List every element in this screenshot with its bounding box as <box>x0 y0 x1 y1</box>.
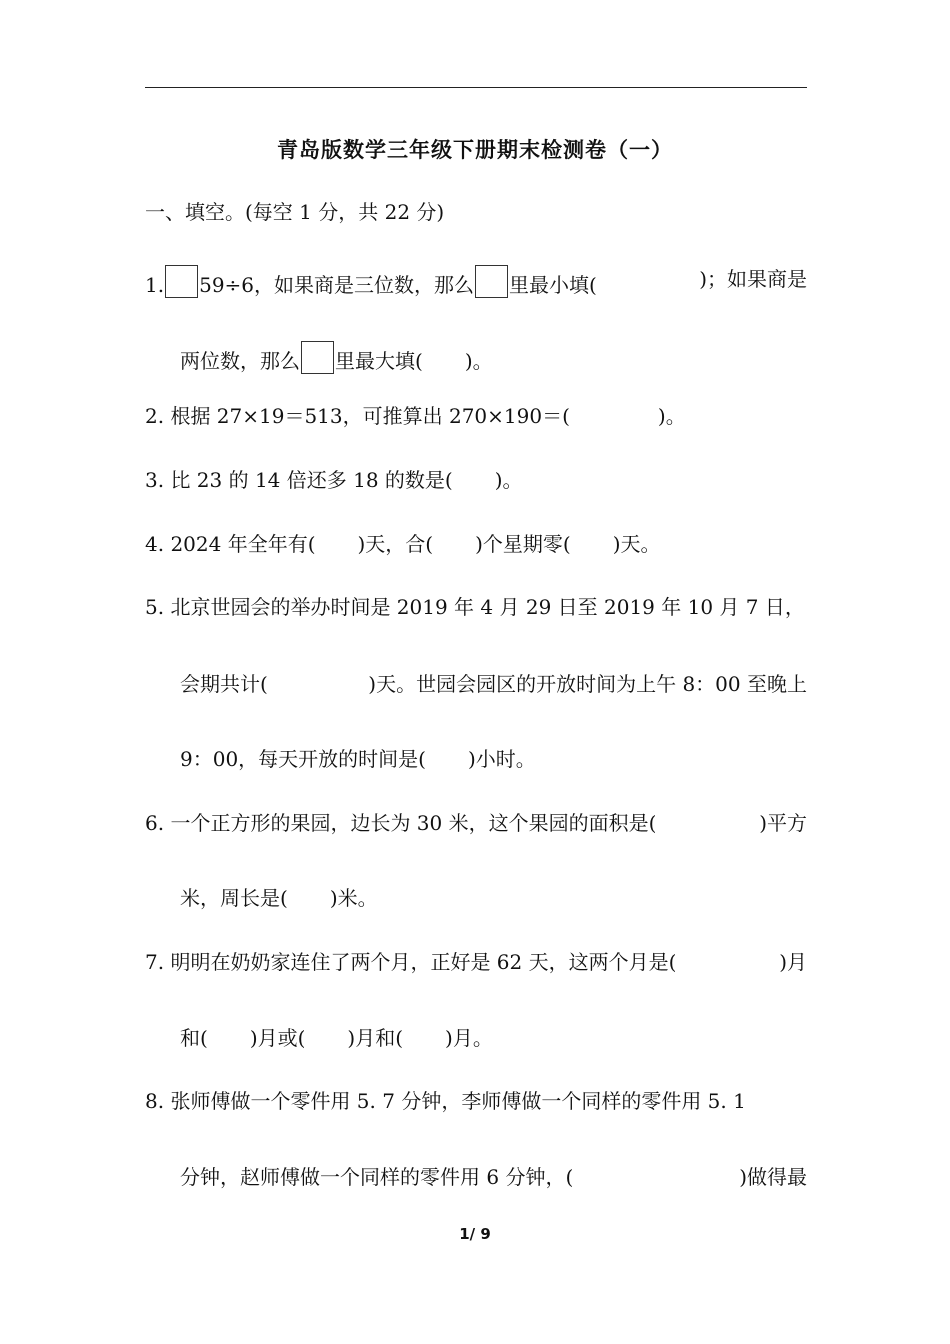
question-7-line-2: 和( )月或( )月和( )月。 <box>180 1026 493 1050</box>
question-6-line-1: 6. 一个正方形的果园，边长为 30 米，这个果园的面积是( )平方 <box>145 811 807 835</box>
question-1-line-2: 两位数，那么 里最大填( )。 <box>180 341 493 375</box>
header-rule <box>145 87 807 88</box>
question-8-line-1: 8. 张师傅做一个零件用 5. 7 分钟，李师傅做一个同样的零件用 5. 1 <box>145 1089 746 1113</box>
answer-box[interactable] <box>165 265 198 298</box>
page-number: 1/ 9 <box>459 1225 491 1243</box>
question-1-line-1: 1. 59÷6，如果商是三位数，那么 里最小填( )；如果商是 <box>145 267 807 297</box>
question-5-line-2: 会期共计( )天。世园会园区的开放时间为上午 8：00 至晚上 <box>180 672 807 696</box>
question-5-line-3: 9：00，每天开放的时间是( )小时。 <box>180 747 536 771</box>
page-title: 青岛版数学三年级下册期末检测卷（一） <box>277 138 673 162</box>
question-6-line-2: 米，周长是( )米。 <box>180 886 378 910</box>
question-2: 2. 根据 27×19＝513，可推算出 270×190＝( )。 <box>145 404 686 428</box>
section-heading: 一、填空。(每空 1 分，共 22 分) <box>145 200 445 224</box>
question-3: 3. 比 23 的 14 倍还多 18 的数是( )。 <box>145 468 523 492</box>
answer-box[interactable] <box>301 341 334 374</box>
question-8-line-2: 分钟，赵师傅做一个同样的零件用 6 分钟，( )做得最 <box>180 1165 807 1189</box>
answer-box[interactable] <box>475 265 508 298</box>
question-5-line-1: 5. 北京世园会的举办时间是 2019 年 4 月 29 日至 2019 年 10 月 7 日， <box>145 595 805 619</box>
question-7-line-1: 7. 明明在奶奶家连住了两个月，正好是 62 天，这两个月是( )月 <box>145 950 807 974</box>
question-4: 4. 2024 年全年有( )天，合( )个星期零( )天。 <box>145 532 661 556</box>
